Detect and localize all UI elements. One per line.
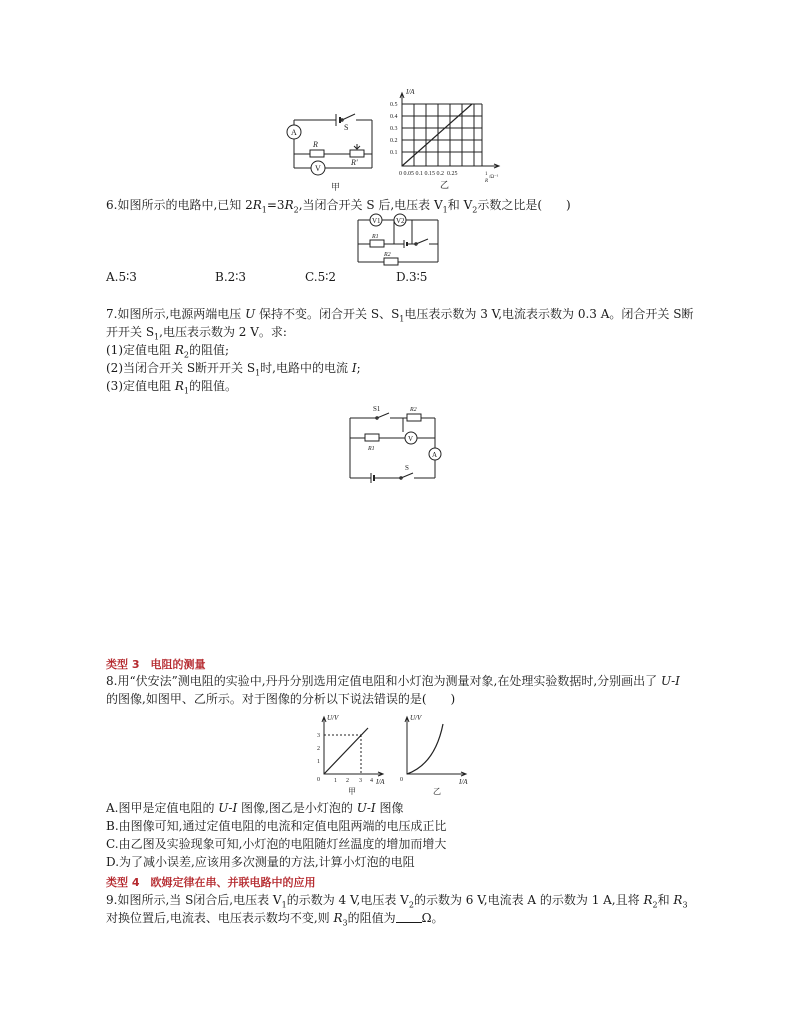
origin-label: 0 bbox=[317, 777, 320, 783]
q8-option-b[interactable]: B.由图像可知,通过定值电阻的电流和定值电阻两端的电压成正比 bbox=[106, 819, 447, 833]
y-tick: 0.4 bbox=[390, 114, 398, 120]
q8-option-d[interactable]: D.为了减小误差,应该用多次测量的方法,计算小灯泡的电阻 bbox=[106, 855, 415, 869]
figure-circuit-q7 bbox=[345, 400, 445, 485]
resistor-r-label: R bbox=[313, 140, 318, 149]
i-tick-2: 2 bbox=[346, 778, 349, 784]
q7-sub-3: (3)定值电阻 $R_1$的阻值。 bbox=[106, 379, 237, 396]
y-tick: 0.2 bbox=[390, 138, 398, 144]
x-ticks: 0 0.05 0.1 0.15 0.2 0.25 bbox=[399, 171, 458, 177]
v1-label: V1 bbox=[372, 217, 381, 225]
section-4-heading: 类型 4 欧姆定律在串、并联电路中的应用 bbox=[106, 876, 316, 889]
q6-option-c[interactable]: C.5∶2 bbox=[305, 270, 336, 284]
u-tick-3: 3 bbox=[317, 733, 320, 739]
y-tick: 0.1 bbox=[390, 150, 398, 156]
caption-yi: 乙 bbox=[433, 787, 441, 796]
voltmeter-label: V bbox=[315, 164, 321, 173]
y-tick: 0.3 bbox=[390, 126, 398, 132]
s1-label: S1 bbox=[373, 405, 381, 413]
axis-u-label: U/V bbox=[327, 714, 339, 722]
q9-line-2: 对换位置后,电流表、电压表示数均不变,则 $R_3$的阻值为 Ω。 bbox=[106, 911, 444, 928]
q7-sub-1: (1)定值电阻 $R_2$的阻值; bbox=[106, 343, 230, 360]
y-tick: 0.5 bbox=[390, 102, 398, 108]
v-label: V bbox=[408, 435, 414, 443]
r1-label: R1 bbox=[372, 234, 379, 240]
u-tick-2: 2 bbox=[317, 746, 320, 752]
ammeter-label: A bbox=[291, 128, 297, 137]
resistor-rp-label: R' bbox=[351, 158, 358, 167]
u-tick-1: 1 bbox=[317, 759, 320, 765]
q9-unit: Ω。 bbox=[421, 911, 444, 925]
r2-label: R2 bbox=[410, 407, 417, 413]
r2-label: R2 bbox=[384, 252, 391, 258]
q7-line-2: 开开关 $S_1$,电压表示数为 2 V。求: bbox=[106, 325, 287, 342]
figure-graph-yi bbox=[390, 84, 520, 192]
q7-line-1: 7.如图所示,电源两端电压 U 保持不变。闭合开关 S、$S_1$电压表示数为 3 V,电流表示数为 0.3 A。闭合开关 S断 bbox=[106, 307, 694, 324]
axis-i-label: I/A bbox=[459, 778, 468, 786]
q6-option-d[interactable]: D.3∶5 bbox=[396, 270, 428, 284]
axis-y-label: I/A bbox=[406, 88, 415, 96]
q8-line-1: 8.用“伏安法”测电阻的实验中,丹丹分别选用定值电阻和小灯泡为测量对象,在处理实验数据时,分别画出了 U-I bbox=[106, 674, 680, 688]
i-tick-1: 1 bbox=[334, 778, 337, 784]
axis-x-den: R bbox=[485, 179, 489, 184]
axis-i-label: I/A bbox=[376, 778, 385, 786]
caption-jia: 甲 bbox=[348, 787, 356, 796]
q6-option-b[interactable]: B.2∶3 bbox=[215, 270, 247, 284]
v2-label: V2 bbox=[396, 217, 405, 225]
q6-option-a[interactable]: A.5∶3 bbox=[106, 270, 137, 284]
q7-sub-2: (2)当闭合开关 S断开开关 $S_1$时,电路中的电流 I; bbox=[106, 361, 361, 378]
i-tick-4: 4 bbox=[370, 778, 373, 784]
axis-u-label: U/V bbox=[410, 714, 422, 722]
axis-x-unit: /Ω⁻¹ bbox=[489, 175, 499, 180]
q8-option-a[interactable]: A.图甲是定值电阻的 U-I 图像,图乙是小灯泡的 U-I 图像 bbox=[106, 801, 404, 815]
section-3-heading: 类型 3 电阻的测量 bbox=[106, 658, 206, 671]
axis-x-num: 1 bbox=[485, 172, 488, 177]
figure-ui-graph-jia bbox=[312, 712, 392, 796]
caption-jia: 甲 bbox=[331, 182, 341, 192]
q8-line-2: 的图像,如图甲、乙所示。对于图像的分析以下说法错误的是( ) bbox=[106, 692, 456, 706]
q6-stem: 6.如图所示的电路中,已知 $2R_1=3R_2$,当闭合开关 S 后,电压表 $V_1$和 $V_2$示数之比是( ) bbox=[106, 198, 571, 215]
i-tick-3: 3 bbox=[359, 778, 362, 784]
caption-yi: 乙 bbox=[440, 180, 450, 190]
origin-label: 0 bbox=[400, 777, 403, 783]
figure-ui-graph-yi bbox=[395, 712, 475, 796]
s-label: S bbox=[405, 464, 409, 472]
figure-circuit-q6 bbox=[354, 212, 444, 267]
figure-circuit-jia bbox=[280, 92, 380, 192]
switch-label: S bbox=[344, 123, 349, 132]
q8-option-c[interactable]: C.由乙图及实验现象可知,小灯泡的电阻随灯丝温度的增加而增大 bbox=[106, 837, 447, 851]
answer-blank[interactable] bbox=[396, 911, 422, 923]
q9-line-1: 9.如图所示,当 S闭合后,电压表 $V_1$的示数为 4 V,电压表 $V_2$的示数为 6 V,电流表 A 的示数为 1 A,且将 $R_2$和 $R_3$ bbox=[106, 893, 688, 910]
r1-label: R1 bbox=[368, 446, 375, 452]
a-label: A bbox=[432, 451, 438, 459]
